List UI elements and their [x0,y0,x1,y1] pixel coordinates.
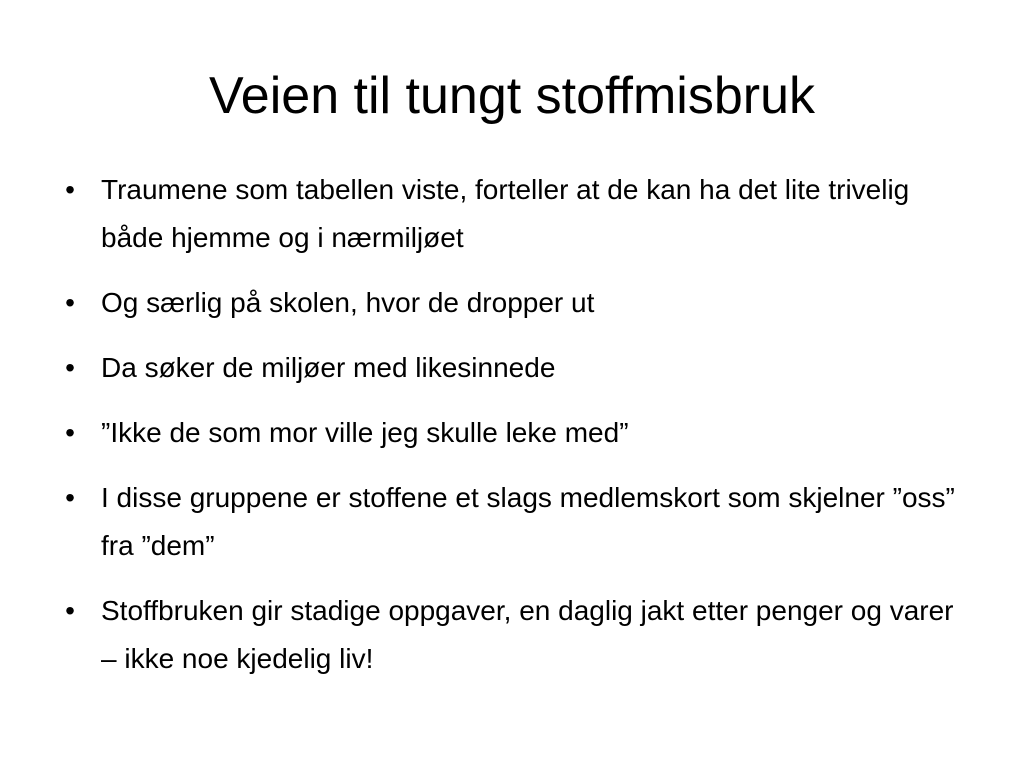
bullet-icon: • [65,595,75,626]
bullet-icon: • [65,417,75,448]
bullet-item [60,344,960,392]
bullet-text: Traumene som tabellen viste, forteller at de kan ha det lite trivelig både hjemme og i nærmiljøet [101,174,910,253]
bullet-icon: • [65,287,75,318]
bullet-text: Og særlig på skolen, hvor de dropper ut [101,287,595,318]
bullet-text: Da søker de miljøer med likesinnede [101,352,556,383]
bullet-item [60,166,960,262]
bullet-icon: • [65,174,75,205]
bullet-icon: • [65,482,75,513]
bullet-text: I disse gruppene er stoffene et slags medlemskort som skjelner ”oss” fra ”dem” [101,482,955,561]
bullet-icon: • [65,352,75,383]
bullet-item [60,474,960,570]
slide-title: Veien til tungt stoffmisbruk [208,67,816,125]
bullet-item [60,587,960,683]
bullet-item [60,279,960,327]
bullet-list [60,166,960,683]
bullet-item [60,409,960,457]
bullet-text: Stoffbruken gir stadige oppgaver, en daglig jakt etter penger og varer – ikke noe kjedelig liv! [101,595,954,674]
bullet-text: ”Ikke de som mor ville jeg skulle leke med” [101,417,629,448]
